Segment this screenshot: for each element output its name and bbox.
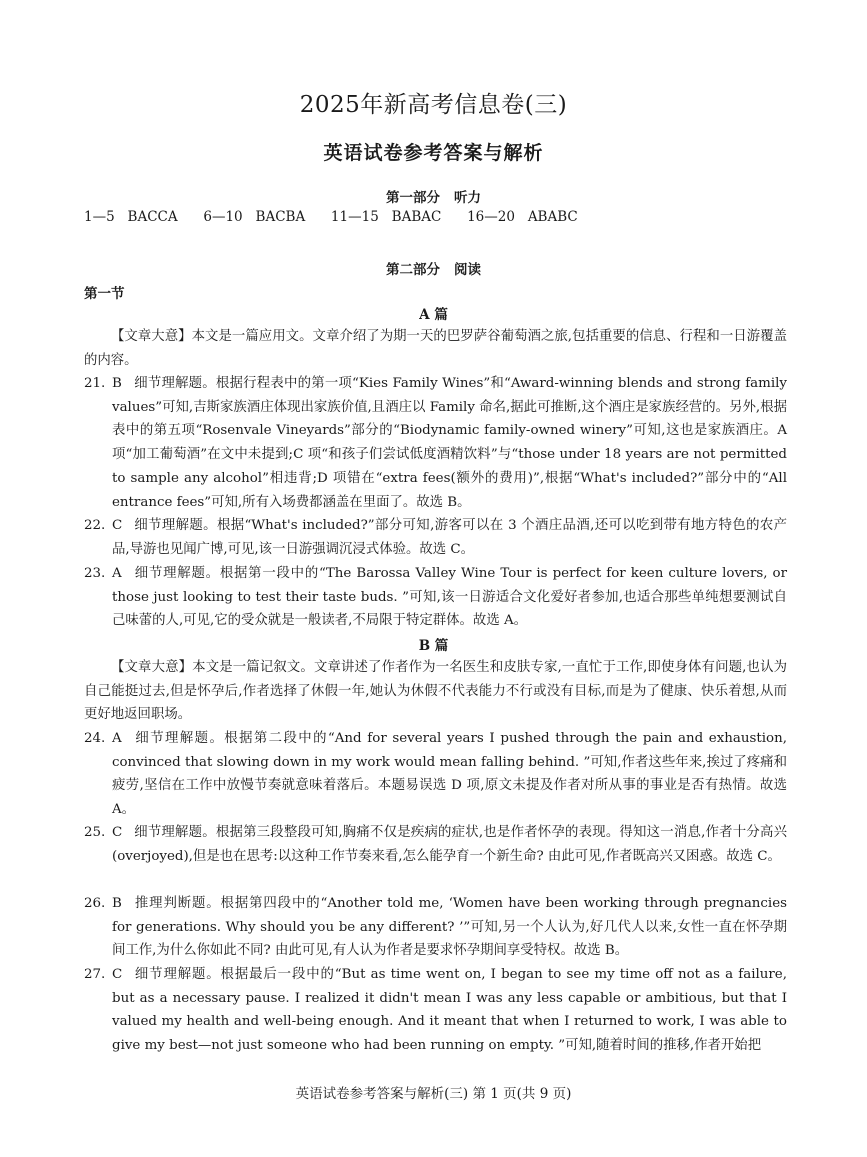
question-24: [84, 727, 787, 822]
question-26: [84, 892, 787, 963]
question-27: [84, 963, 787, 1058]
section-heading: 第一节: [84, 286, 125, 302]
question-23: [84, 562, 787, 633]
passage-b-summary: 【文章大意】本文是一篇记叙文。文章讲述了作者作为一名医生和皮肤专家,一直忙于工作,即使身体有问题,也认为自己能挺过去,但是怀孕后,作者选择了休假一年,她认为休假不代表能力不行或没有目标,而是为了健康、快乐着想,从而更好地返回职场。: [84, 660, 787, 723]
question-22: [84, 514, 787, 561]
listening-answers: 1—5 BACCA 6—10 BACBA 11—15 BABAC 16—20 ABABC: [84, 209, 578, 225]
question-explanation: 细节理解题。根据行程表中的第一项“Kies Family Wines”和“Award-winning blends and strong family values”可知,吉斯家族酒庄体现出家族价值,且酒庄以 Family 命名,据此可推断,这个酒庄是家族经营的。另外,根据表中的第五项“Rosenvale Vineyards”部分的“Biodynamic family-owned winery”可知,这也是家族酒庄。A 项“加工葡萄酒”在文中未提到;C 项“和孩子们尝试低度酒精饮料”与“those under 18 years are not permitted to sample any alcohol”相违背;D 项错在“extra fees(额外的费用)”,根据“What's included?”部分中的“All entrance fees”可知,所有入场费都涵盖在里面了。故选 B。: [112, 376, 787, 510]
question-number: 23.: [84, 566, 106, 581]
question-answer: A: [112, 566, 122, 581]
part1-heading: [0, 186, 867, 206]
part2-name: 阅读: [454, 262, 481, 278]
question-explanation: 细节理解题。根据最后一段中的“But as time went on, I began to see my time off not as a failure, but as a necessary pause. I realized it didn't mean I was any less capable or ambitious, but that I valued my health and well-being enough. And it meant that when I returned to work, I was able to give my best—not just someone who had been running on empty. ”可知,随着时间的推移,作者开始把: [112, 967, 787, 1054]
passage-b-title: B 篇: [418, 638, 449, 654]
question-number: 24.: [84, 731, 106, 746]
question-answer: B: [112, 376, 122, 391]
question-answer: C: [112, 825, 123, 840]
page-title: 2025年新高考信息卷(三): [299, 92, 568, 118]
page-footer: 英语试卷参考答案与解析(三) 第 1 页(共 9 页): [295, 1086, 572, 1102]
question-explanation: 推理判断题。根据第四段中的“Another told me, ‘Women have been working through pregnancies for generations. Why should you be any different? ’”可知,另一个人认为,好几代人以来,女性一直在怀孕期间工作,为什么你如此不同? 由此可见,有人认为作者是要求怀孕期间享受特权。故选 B。: [112, 896, 787, 959]
question-explanation: 细节理解题。根据第三段整段可知,胸痛不仅是疾病的症状,也是作者怀孕的表现。得知这一消息,作者十分高兴(overjoyed),但是也在思考:以这种工作节奏来看,怎么能孕育一个新生命? 由此可见,作者既高兴又困惑。故选 C。: [112, 825, 787, 864]
question-number: 22.: [84, 518, 106, 533]
question-number: 21.: [84, 376, 106, 391]
question-explanation: 细节理解题。根据“What's included?”部分可知,游客可以在 3 个酒庄品酒,还可以吃到带有地方特色的农产品,导游也见闻广博,可见,该一日游强调沉浸式体验。故选 C。: [112, 518, 787, 557]
question-25: [84, 821, 787, 868]
question-number: 27.: [84, 967, 106, 982]
part2-label: 第二部分: [386, 262, 440, 278]
page-subtitle: 英语试卷参考答案与解析: [323, 142, 544, 164]
question-explanation: 细节理解题。根据第二段中的“And for several years I pushed through the pain and exhaustion, convinced that slowing down in my work would mean falling behind. ”可知,作者这些年来,挨过了疼痛和疲劳,坚信在工作中放慢节奏就意味着落后。本题易误选 D 项,原文未提及作者对所从事的事业是否有热情。故选 A。: [112, 731, 787, 818]
question-answer: C: [112, 967, 123, 982]
part1-label: 第一部分: [386, 190, 440, 206]
question-number: 25.: [84, 825, 106, 840]
part2-heading: [0, 258, 867, 278]
passage-a-summary: 【文章大意】本文是一篇应用文。文章介绍了为期一天的巴罗萨谷葡萄酒之旅,包括重要的信息、行程和一日游覆盖的内容。: [84, 329, 787, 368]
question-answer: A: [112, 731, 122, 746]
question-21: [84, 372, 787, 514]
passage-a-title: A 篇: [419, 307, 448, 323]
part1-name: 听力: [454, 190, 481, 206]
question-number: 26.: [84, 896, 106, 911]
question-explanation: 细节理解题。根据第一段中的“The Barossa Valley Wine Tour is perfect for keen culture lovers, or those just looking to test their taste buds. ”可知,该一日游适合文化爱好者参加,也适合那些单纯想要测试自己味蕾的人,可见,它的受众就是一般读者,不局限于特定群体。故选 A。: [112, 566, 787, 629]
question-answer: C: [112, 518, 123, 533]
question-answer: B: [112, 896, 122, 911]
